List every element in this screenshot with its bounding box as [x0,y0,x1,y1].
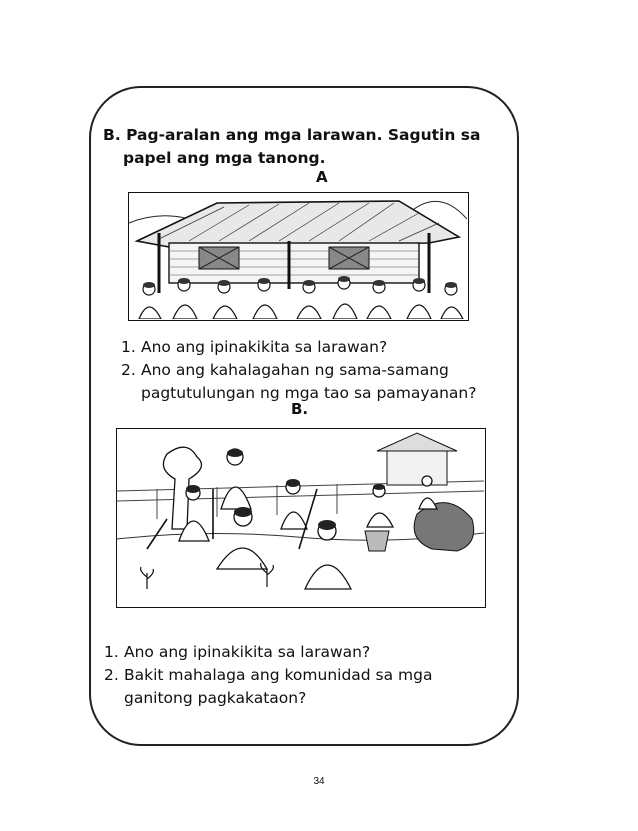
question-text: Ano ang ipinakikita sa larawan? [124,643,371,661]
section-b-questions [104,641,504,710]
question-number: 1. [104,643,119,661]
question-text: Ano ang ipinakikita sa larawan? [141,338,388,356]
heading-line-1: B. Pag-aralan ang mga larawan. Sagutin sa [103,126,481,144]
illustration-bayanihan-house [128,192,469,321]
question-text: Bakit mahalaga ang komunidad sa mga ganitong pagkakataon? [124,666,433,707]
illustration-community-planting [116,428,486,608]
instruction-heading [103,124,523,170]
question-number: 1. [121,338,136,356]
page-number: 34 [313,776,325,787]
section-a-questions [121,336,561,405]
question-item [121,336,561,359]
question-number: 2. [121,361,136,379]
question-text: Ano ang kahalagahan ng sama-samang pagtutulungan ng mga tao sa pamayanan? [141,361,477,402]
question-number: 2. [104,666,119,684]
heading-line-2: papel ang mga tanong. [123,149,326,167]
section-b-label: B. [291,400,309,418]
question-item [121,359,561,405]
section-a-label: A [316,168,328,186]
question-item [104,664,504,710]
question-item [104,641,504,664]
